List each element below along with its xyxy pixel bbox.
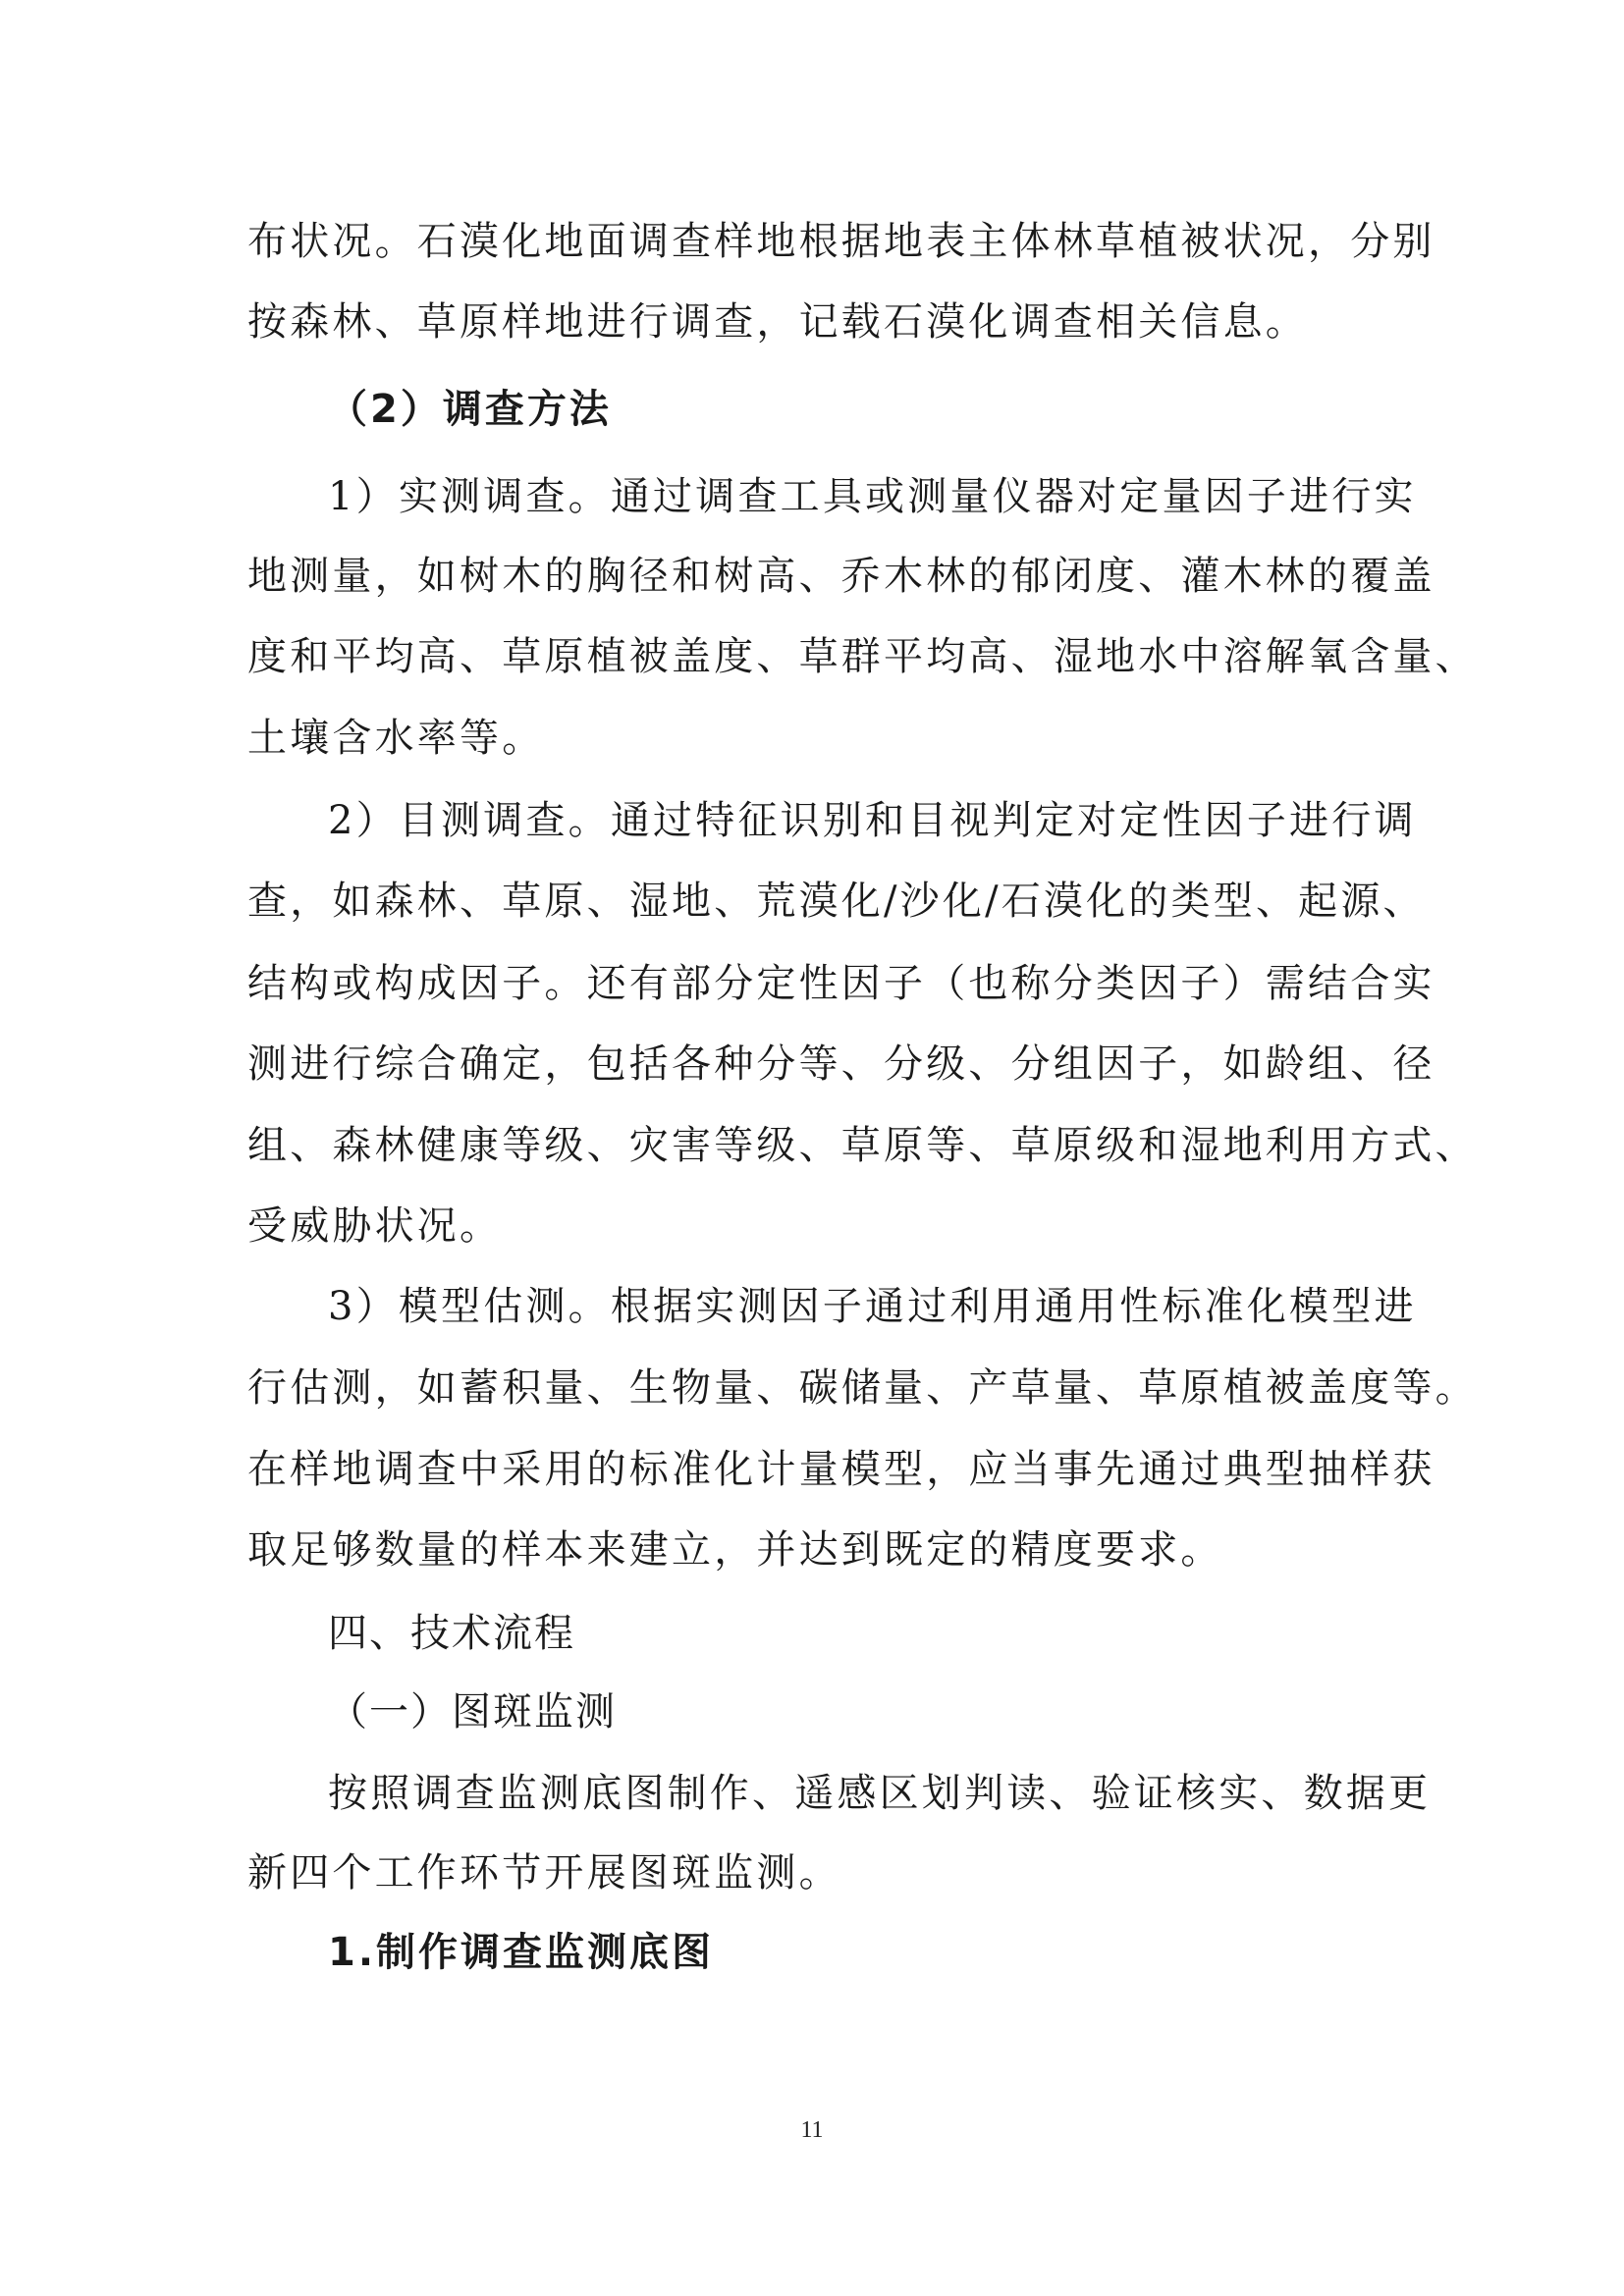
chapter-heading: 四、技术流程 [328,1611,575,1656]
paragraph-line: 3）模型估测。根据实测因子通过利用通用性标准化模型进 [328,1284,1417,1329]
paragraph-line: 地测量，如树木的胸径和树高、乔木林的郁闭度、灌木林的覆盖 [247,554,1435,599]
section-heading: （2）调查方法 [328,387,612,432]
paragraph-line: 新四个工作环节开展图斑监测。 [247,1850,841,1896]
paragraph-line: 组、森林健康等级、灾害等级、草原等、草原级和湿地利用方式、 [247,1123,1478,1168]
subsection-heading: 1.制作调查监测底图 [328,1930,715,1975]
paragraph-line: 土壤含水率等。 [247,716,545,761]
paragraph-line: 受威胁状况。 [247,1203,503,1249]
paragraph-line: 2）目测调查。通过特征识别和目视判定对定性因子进行调 [328,798,1417,843]
section-heading: （一）图斑监测 [328,1689,617,1735]
paragraph-line: 按森林、草原样地进行调查，记载石漠化调查相关信息。 [247,299,1308,345]
paragraph-line: 按照调查监测底图制作、遥感区划判读、验证核实、数据更 [328,1771,1432,1816]
paragraph-line: 在样地调查中采用的标准化计量模型，应当事先通过典型抽样获 [247,1447,1435,1492]
paragraph-line: 测进行综合确定，包括各种分等、分级、分组因子，如龄组、径 [247,1041,1435,1087]
paragraph-line: 结构或构成因子。还有部分定性因子（也称分类因子）需结合实 [247,961,1435,1006]
paragraph-line: 行估测，如蓄积量、生物量、碳储量、产草量、草原植被盖度等。 [247,1365,1478,1411]
page-number: 11 [800,2117,824,2143]
paragraph-line: 查，如森林、草原、湿地、荒漠化/沙化/石漠化的类型、起源、 [247,879,1426,924]
paragraph-line: 布状况。石漠化地面调查样地根据地表主体林草植被状况，分别 [247,219,1435,264]
paragraph-line: 1）实测调查。通过调查工具或测量仪器对定量因子进行实 [328,474,1417,519]
paragraph-line: 取足够数量的样本来建立，并达到既定的精度要求。 [247,1527,1223,1573]
paragraph-line: 度和平均高、草原植被盖度、草群平均高、湿地水中溶解氧含量、 [247,634,1478,679]
